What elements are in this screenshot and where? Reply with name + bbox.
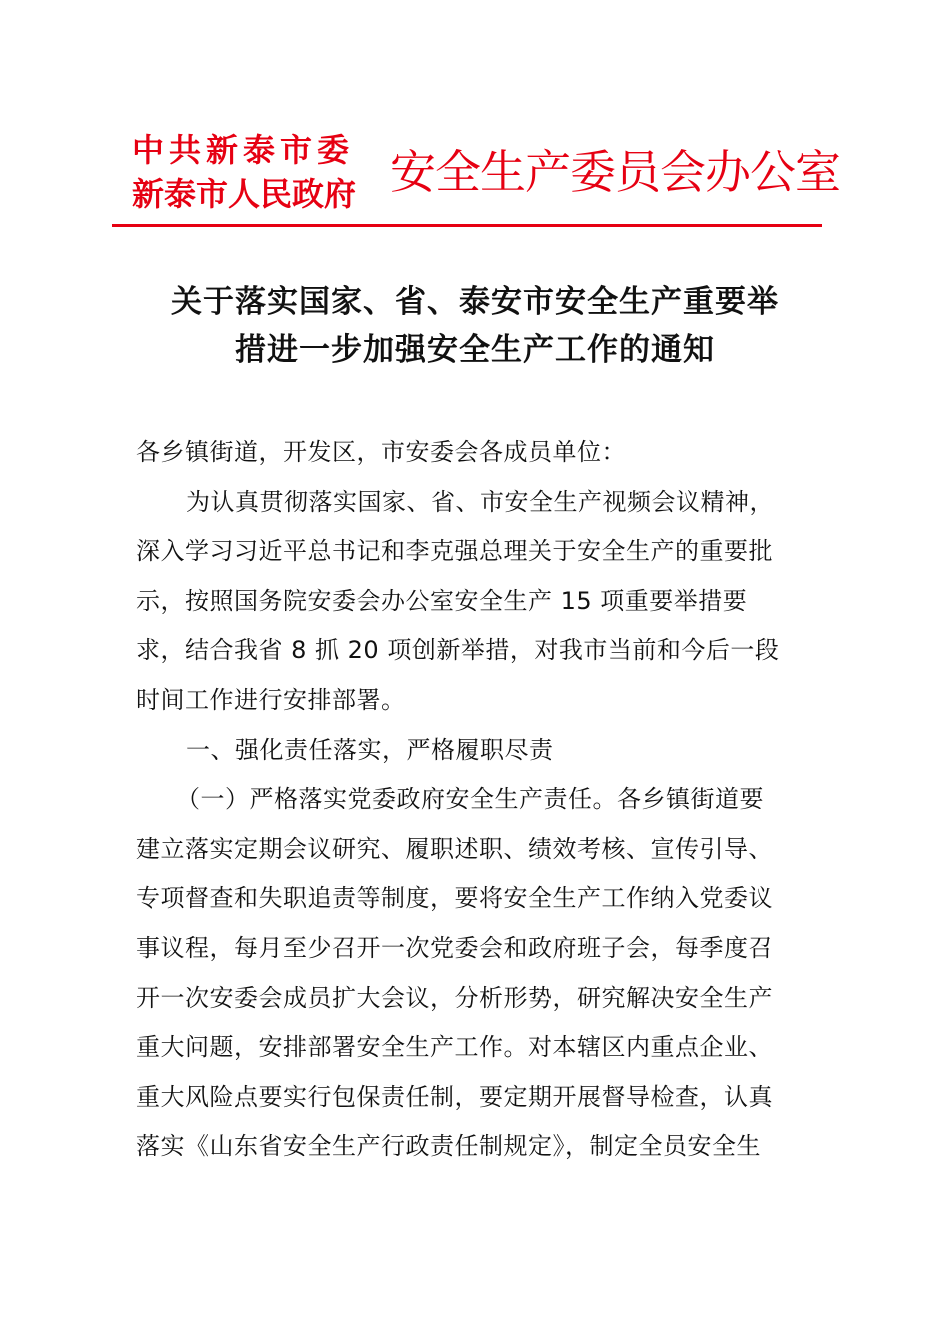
paragraph-line: 示，按照国务院安委会办公室安全生产 15 项重要举措要 [136, 586, 748, 615]
paragraph-line: 深入学习习近平总书记和李克强总理关于安全生产的重要批 [136, 537, 773, 566]
letterhead-red-rule [112, 224, 822, 227]
salutation: 各乡镇街道，开发区，市安委会各成员单位： [136, 438, 626, 466]
paragraph-line: 事议程，每月至少召开一次党委会和政府班子会，每季度召 [136, 933, 773, 962]
letterhead [128, 128, 840, 218]
title-line-2: 措进一步加强安全生产工作的通知 [235, 332, 715, 368]
issuer-party-committee: 中共新泰市委 [132, 131, 355, 169]
section-heading: 一、强化责任落实，严格履职尽责 [186, 735, 554, 764]
document-body [136, 428, 826, 1172]
paragraph-line: 为认真贯彻落实国家、省、市安全生产视频会议精神， [186, 487, 774, 516]
paragraph-line: 时间工作进行安排部署。 [136, 685, 406, 714]
paragraph-line: 专项督查和失职追责等制度，要将安全生产工作纳入党委议 [136, 884, 773, 913]
paragraph-line: （一）严格落实党委政府安全生产责任。各乡镇街道要 [176, 785, 764, 814]
paragraph-line: 建立落实定期会议研究、履职述职、绩效考核、宣传引导、 [136, 834, 773, 863]
paragraph-line: 落实《山东省安全生产行政责任制规定》，制定全员安全生 [136, 1132, 761, 1161]
paragraph-line: 重大风险点要实行包保责任制，要定期开展督导检查，认真 [136, 1082, 773, 1111]
document-title [100, 278, 850, 374]
paragraph-line: 求，结合我省 8 抓 20 项创新举措，对我市当前和今后一段 [136, 636, 780, 665]
office-name: 安全生产委员会办公室 [390, 145, 840, 199]
paragraph-line: 重大问题，安排部署安全生产工作。对本辖区内重点企业、 [136, 1033, 773, 1062]
issuer-government: 新泰市人民政府 [132, 175, 357, 213]
issuing-authorities [132, 128, 382, 216]
title-line-1: 关于落实国家、省、泰安市安全生产重要举 [171, 284, 779, 320]
paragraph-line: 开一次安委会成员扩大会议，分析形势，研究解决安全生产 [136, 983, 773, 1012]
